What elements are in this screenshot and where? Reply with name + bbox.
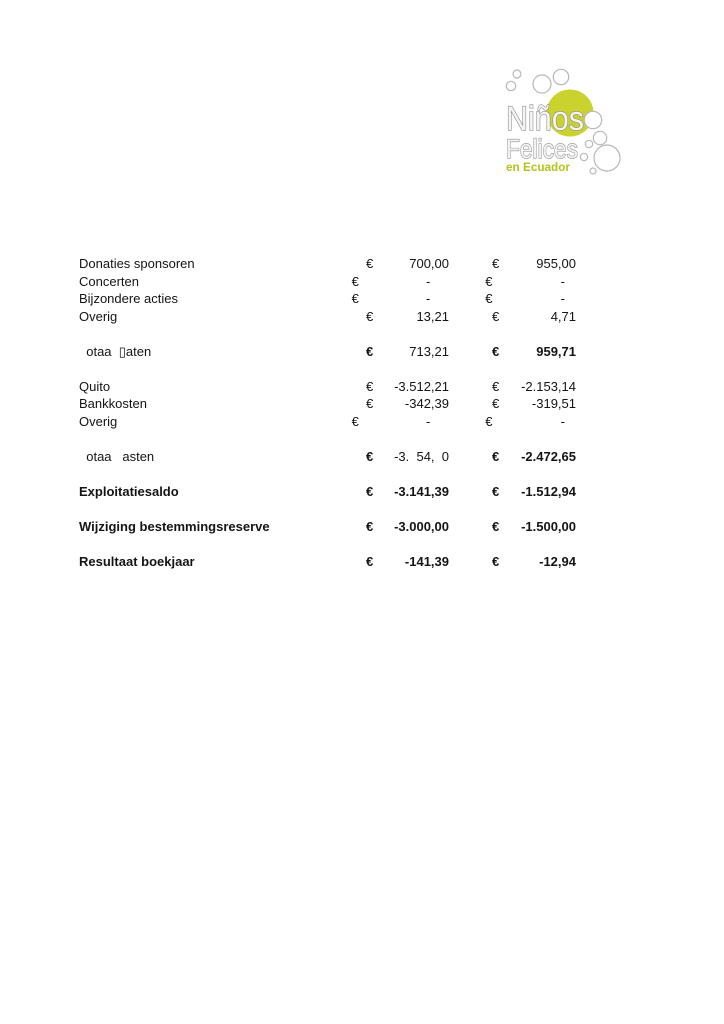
- value-column-1: -342,39: [404, 396, 449, 411]
- row-label: otaa ▯aten: [79, 343, 152, 359]
- row-label: Bankkosten: [79, 396, 147, 411]
- table-row: [79, 378, 579, 396]
- currency-symbol: €: [366, 483, 374, 499]
- logo-text-en-ecuador: en Ecuador: [506, 160, 571, 174]
- currency-symbol: €: [492, 553, 500, 569]
- value-column-2: 955,00: [536, 256, 576, 271]
- currency-symbol: €: [366, 378, 374, 394]
- value-column-1: 713,21: [409, 343, 449, 359]
- currency-symbol: €: [366, 448, 374, 464]
- value-column-2: -: [560, 273, 565, 289]
- value-column-2: -12,94: [539, 553, 576, 569]
- table-row: [79, 448, 579, 466]
- currency-symbol: €: [492, 483, 500, 499]
- table-row: [79, 290, 579, 308]
- value-column-1: 700,00: [409, 256, 449, 271]
- currency-symbol: €: [492, 448, 500, 464]
- currency-symbol: €: [351, 413, 359, 429]
- currency-symbol: €: [351, 291, 359, 306]
- currency-symbol: €: [485, 291, 493, 306]
- row-label: Resultaat boekjaar: [79, 553, 195, 569]
- value-column-1: -3.141,39: [394, 483, 449, 499]
- row-label: Overig: [79, 413, 118, 429]
- row-label: Concerten: [79, 273, 139, 289]
- value-column-2: -: [560, 291, 565, 306]
- value-column-2: 4,71: [550, 308, 576, 324]
- value-column-2: -2.472,65: [521, 448, 576, 464]
- currency-symbol: €: [492, 396, 500, 411]
- table-row: [79, 395, 579, 413]
- table-row: [79, 273, 579, 291]
- value-column-2: -1.500,00: [521, 518, 576, 534]
- table-row: [79, 308, 579, 326]
- currency-symbol: €: [485, 413, 493, 429]
- value-column-1: -: [426, 273, 431, 289]
- value-column-1: 13,21: [416, 308, 449, 324]
- value-column-2: -319,51: [531, 396, 576, 411]
- currency-symbol: €: [492, 343, 500, 359]
- value-column-1: -3. 54, 0: [394, 448, 449, 464]
- row-label: Exploitatiesaldo: [79, 483, 179, 499]
- currency-symbol: €: [366, 343, 374, 359]
- currency-symbol: €: [485, 273, 493, 289]
- value-column-1: -3.000,00: [394, 518, 449, 534]
- logo-bubbles-top: [506, 69, 568, 93]
- currency-symbol: €: [492, 378, 500, 394]
- table-row: [79, 483, 579, 501]
- table-row: [79, 553, 579, 571]
- value-column-2: -1.512,94: [521, 483, 576, 499]
- value-column-1: -: [426, 291, 431, 306]
- ninos-felices-logo: [488, 56, 638, 184]
- table-row: [79, 343, 579, 361]
- row-label: otaa asten: [79, 448, 155, 464]
- value-column-1: -3.512,21: [394, 378, 449, 394]
- logo-bubbles-right: [580, 111, 620, 174]
- currency-symbol: €: [366, 308, 374, 324]
- value-column-1: -141,39: [404, 553, 449, 569]
- table-row: [79, 413, 579, 431]
- currency-symbol: €: [366, 518, 374, 534]
- logo-text-felices: Felices: [506, 134, 578, 164]
- row-label: Overig: [79, 308, 118, 324]
- table-row: [79, 255, 579, 273]
- value-column-2: 959,71: [536, 343, 576, 359]
- currency-symbol: €: [492, 256, 500, 271]
- financial-table: [79, 255, 579, 570]
- table-row: [79, 518, 579, 536]
- currency-symbol: €: [351, 273, 359, 289]
- logo-text-ninos: Niños: [506, 100, 584, 138]
- row-label: Donaties sponsoren: [79, 256, 195, 271]
- row-label: Wijziging bestemmingsreserve: [79, 518, 270, 534]
- currency-symbol: €: [492, 308, 500, 324]
- value-column-2: -: [560, 413, 565, 429]
- row-label: Bijzondere acties: [79, 291, 178, 306]
- currency-symbol: €: [366, 553, 374, 569]
- value-column-1: -: [426, 413, 431, 429]
- row-label: Quito: [79, 378, 111, 394]
- value-column-2: -2.153,14: [521, 378, 576, 394]
- currency-symbol: €: [492, 518, 500, 534]
- currency-symbol: €: [366, 396, 374, 411]
- currency-symbol: €: [366, 256, 374, 271]
